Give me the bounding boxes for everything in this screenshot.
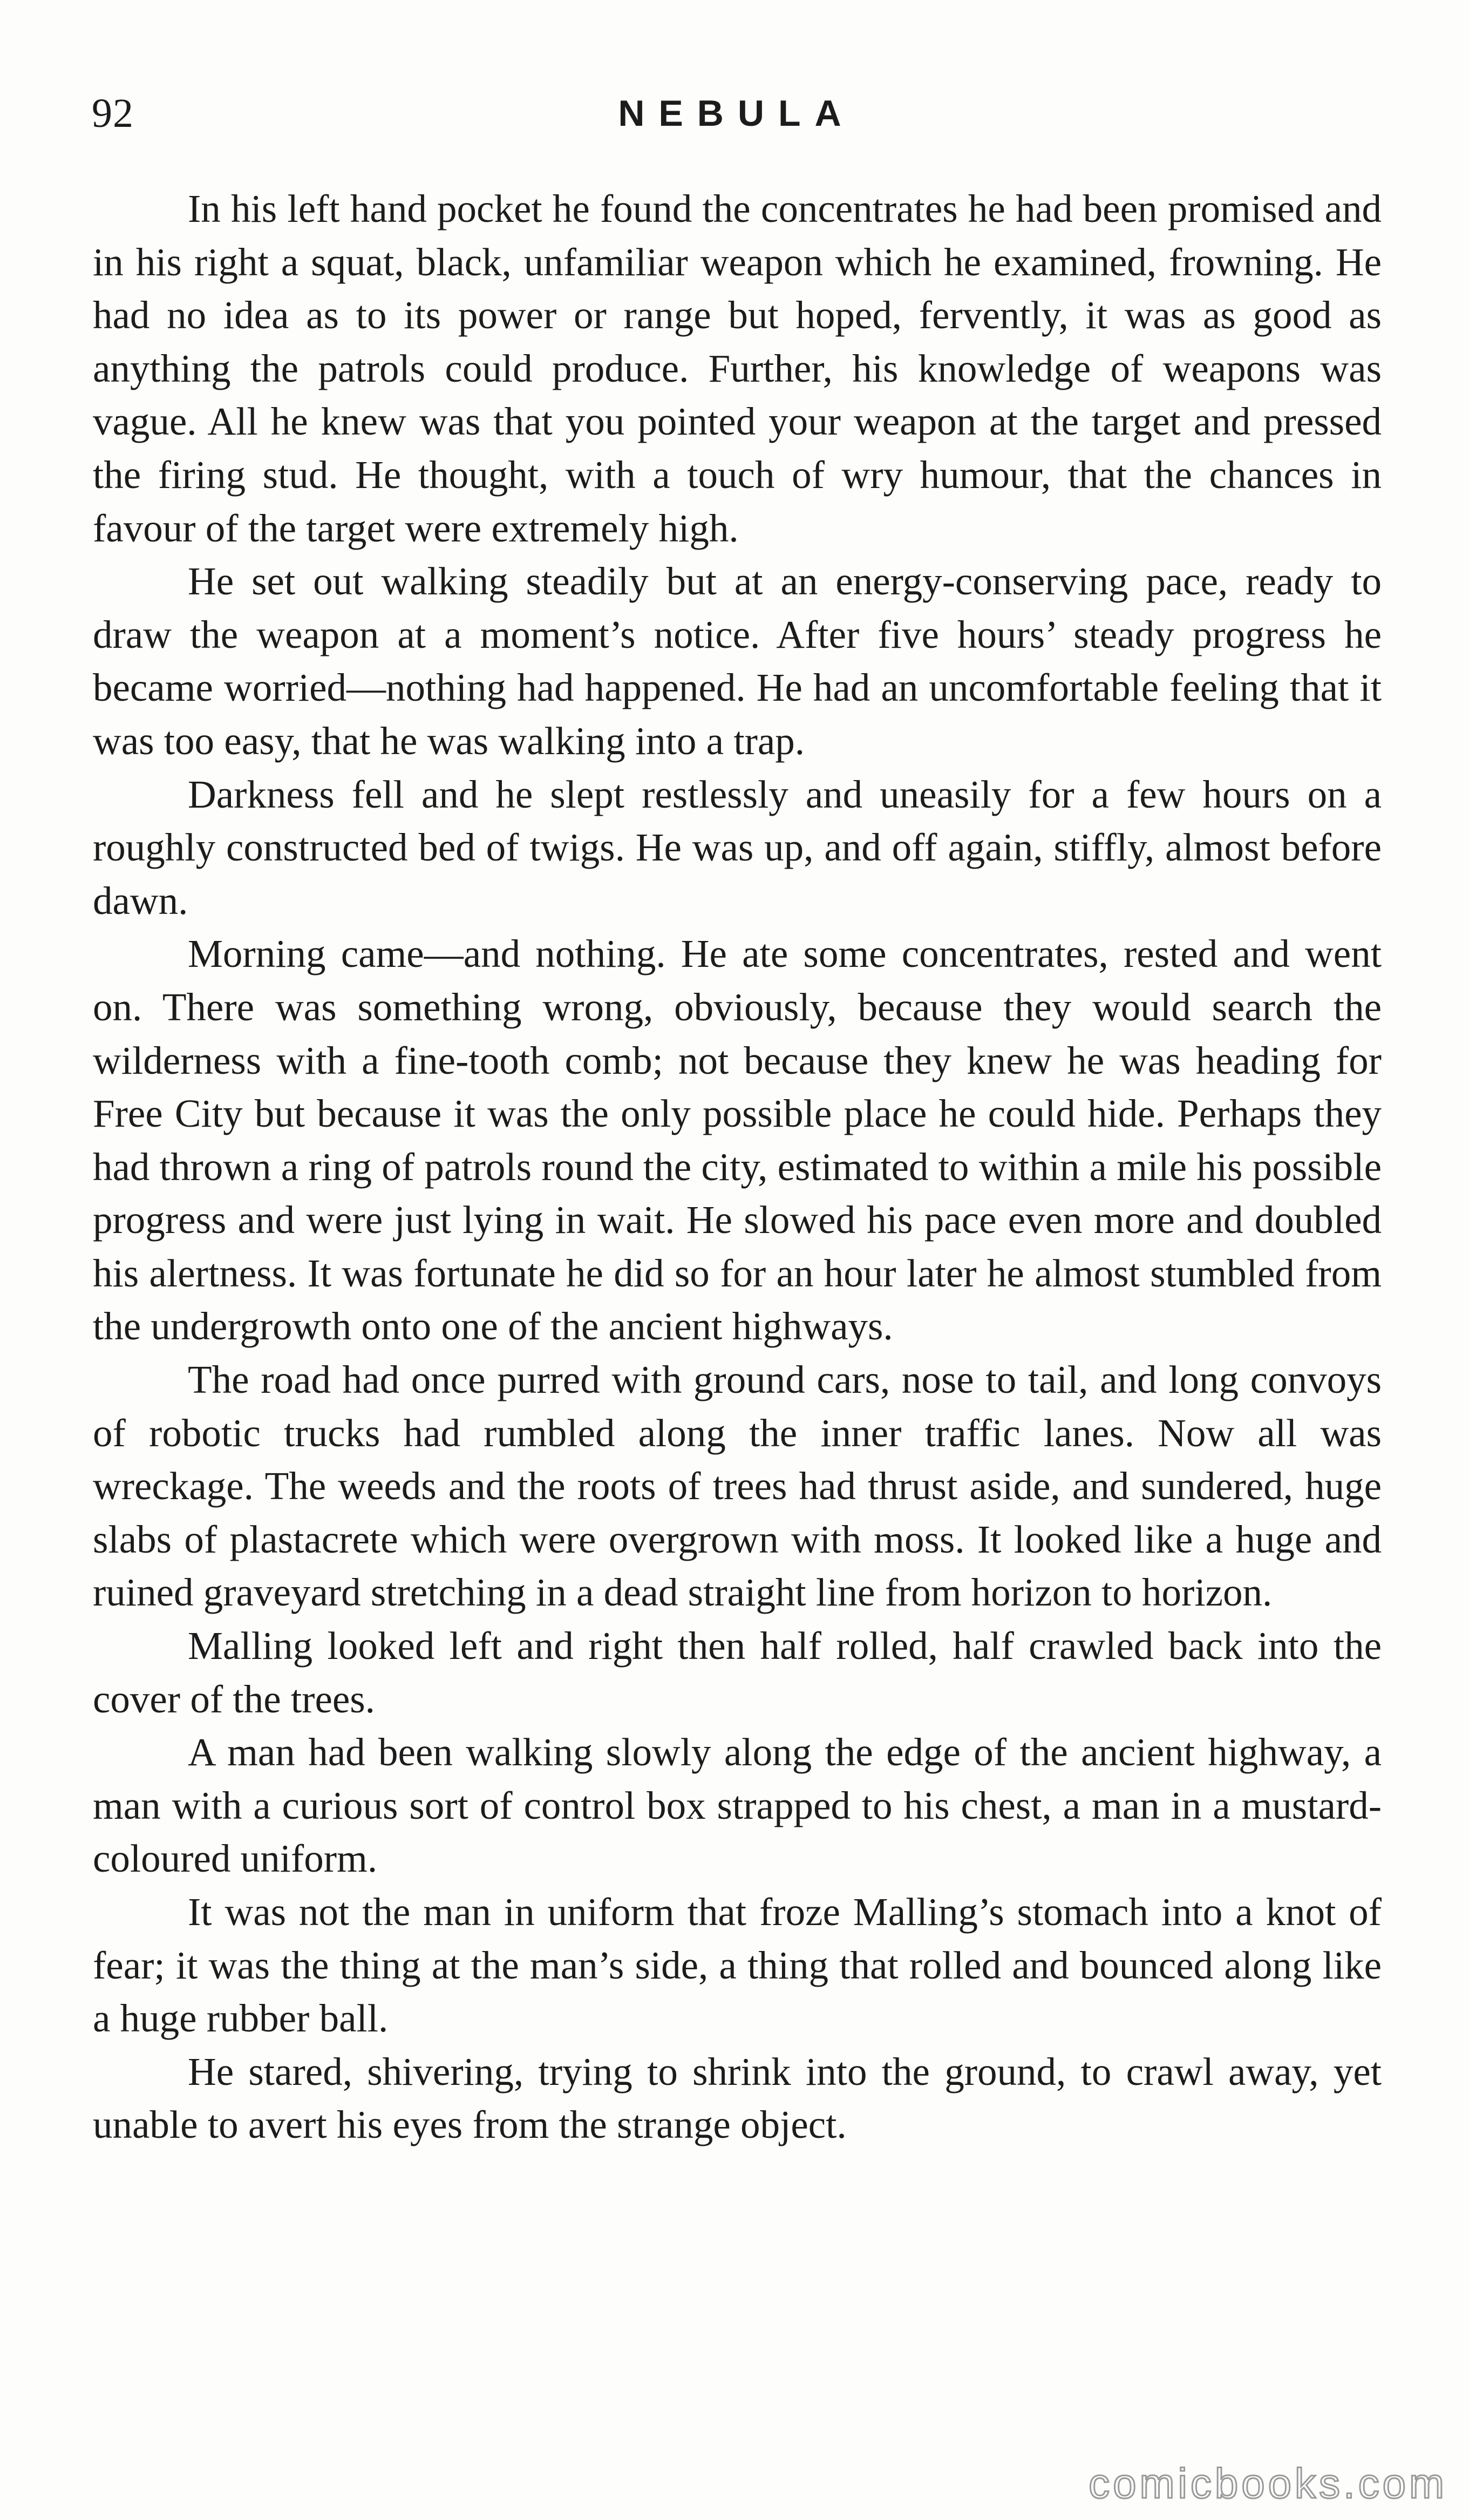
paragraph: A man had been walking slowly along the edge of the ancient highway, a man with a curious sort of control box strapped to his chest, a man in a mustard-coloured uniform. [93,1730,1382,1881]
running-title: NEBULA [618,93,855,134]
site-watermark: comicbooks.com [1089,2460,1447,2507]
paragraph: Malling looked left and right then half rolled, half crawled back into the cover of the trees. [93,1624,1382,1721]
paragraph: He stared, shivering, trying to shrink into the ground, to crawl away, yet unable to avert his eyes from the strange object. [93,2049,1382,2147]
paragraph: Darkness fell and he slept restlessly and uneasily for a few hours on a roughly constructed bed of twigs. He was up, and off again, stiffly, almost before dawn. [93,772,1382,923]
paragraph: It was not the man in uniform that froze Malling’s stomach into a knot of fear; it was the thing at the man’s side, a thing that rolled and bounced along like a huge rubber ball. [93,1890,1382,2041]
page-number: 92 [92,91,134,136]
paragraph: The road had once purred with ground cars, nose to tail, and long convoys of robotic trucks had rumbled along the inner traffic lanes. Now all was wreckage. The weeds and the roots of trees had thrust aside, and sundered, huge slabs of plastacrete which were overgrown with moss. It looked like a huge and ruined graveyard stretching in a dead straight line from horizon to horizon. [93,1358,1382,1615]
body-text [93,182,1382,2152]
paragraph: In his left hand pocket he found the concentrates he had been promised and in his right a squat, black, unfamiliar weapon which he examined, frowning. He had no idea as to its power or range but hoped, fervently, it was as good as anything the patrols could produce. Further, his knowledge of weapons was vague. All he knew was that you pointed your weapon at the target and pressed the firing stud. He thought, with a touch of wry humour, that the chances in favour of the target were extremely high. [93,187,1382,550]
paragraph: He set out walking steadily but at an energy-conserving pace, ready to draw the weapon at a moment’s notice. After five hours’ steady progress he became worried—nothing had happened. He had an uncomfortable feeling that it was too easy, that he was walking into a trap. [93,559,1382,763]
paragraph: Morning came—and nothing. He ate some concentrates, rested and went on. There was something wrong, obviously, because they would search the wilderness with a fine-tooth comb; not because they knew he was heading for Free City but because it was the only possible place he could hide. Perhaps they had thrown a ring of patrols round the city, estimated to within a mile his possible progress and were just lying in wait. He slowed his pace even more and doubled his alertness. It was fortunate he did so for an hour later he almost stumbled from the undergrowth onto one of the ancient highways. [93,932,1382,1349]
page-header [92,81,1382,146]
